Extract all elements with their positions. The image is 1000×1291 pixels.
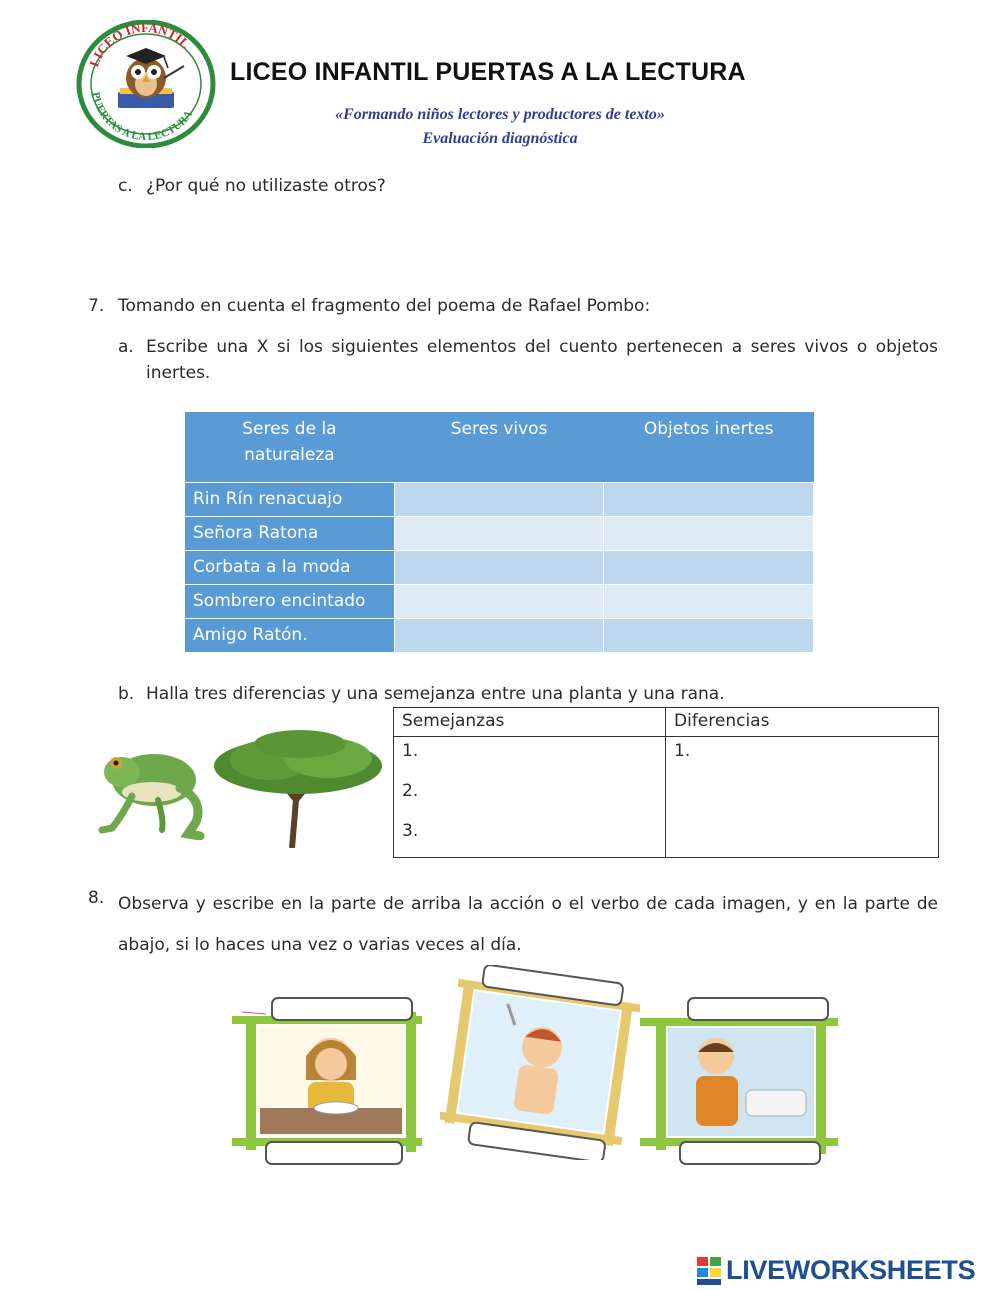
question-7b-marker: b. bbox=[118, 684, 135, 704]
row-label: Amigo Ratón. bbox=[185, 618, 395, 652]
table-row bbox=[185, 516, 814, 550]
answer-cell-objetos-inertes[interactable] bbox=[604, 584, 814, 618]
header-semejanzas: Semejanzas bbox=[394, 708, 666, 737]
answer-cell-objetos-inertes[interactable] bbox=[604, 516, 814, 550]
classification-table bbox=[184, 412, 814, 653]
question-7-text: Tomando en cuenta el fragmento del poema de Rafael Pombo: bbox=[118, 296, 651, 316]
question-8-number: 8. bbox=[88, 888, 105, 908]
list-item-number: 1. bbox=[402, 741, 419, 761]
tree-image bbox=[210, 730, 385, 848]
school-motto: «Formando niños lectores y productores de texto» bbox=[335, 106, 665, 123]
logo-top-text: LICEO INFANTIL bbox=[86, 20, 193, 69]
table-row bbox=[185, 482, 814, 516]
row-label: Rin Rín renacuajo bbox=[185, 482, 395, 516]
liveworksheets-brand[interactable]: LIVEWORKSHEETS bbox=[726, 1255, 976, 1285]
semejanzas-cell[interactable] bbox=[394, 737, 666, 858]
question-7a-marker: a. bbox=[118, 337, 134, 357]
header-diferencias: Diferencias bbox=[666, 708, 939, 737]
diferencias-cell[interactable] bbox=[666, 737, 939, 858]
frog-image bbox=[92, 730, 212, 840]
showering-picture-frame bbox=[440, 965, 640, 1160]
answer-cell-objetos-inertes[interactable] bbox=[604, 550, 814, 584]
row-label: Sombrero encintado bbox=[185, 584, 395, 618]
header-objetos-inertes: Objetos inertes bbox=[604, 412, 814, 482]
question-c-marker: c. bbox=[118, 176, 133, 196]
question-7b-text: Halla tres diferencias y una semejanza entre una planta y una rana. bbox=[146, 684, 725, 704]
list-item-number: 3. bbox=[402, 821, 419, 841]
table-row bbox=[185, 584, 814, 618]
table-row bbox=[185, 550, 814, 584]
answer-cell-seres-vivos[interactable] bbox=[394, 482, 604, 516]
row-label: Señora Ratona bbox=[185, 516, 395, 550]
header-seres-vivos: Seres vivos bbox=[394, 412, 604, 482]
answer-cell-seres-vivos[interactable] bbox=[394, 618, 604, 652]
question-8-text: Observa y escribe en la parte de arriba la acción o el verbo de cada imagen, y en la parte de abajo, si lo haces una vez o varias veces al día. bbox=[118, 894, 938, 955]
answer-cell-objetos-inertes[interactable] bbox=[604, 482, 814, 516]
comparison-table bbox=[393, 707, 939, 858]
school-name: LICEO INFANTIL PUERTAS A LA LECTURA bbox=[230, 58, 746, 86]
school-logo bbox=[76, 20, 216, 148]
washing-hands-picture-frame bbox=[636, 990, 844, 1170]
list-item-number: 2. bbox=[402, 781, 419, 801]
answer-cell-objetos-inertes[interactable] bbox=[604, 618, 814, 652]
answer-cell-seres-vivos[interactable] bbox=[394, 550, 604, 584]
table-row bbox=[185, 618, 814, 652]
question-7-number: 7. bbox=[88, 296, 105, 316]
row-label: Corbata a la moda bbox=[185, 550, 395, 584]
eating-picture-frame bbox=[226, 990, 426, 1170]
answer-cell-seres-vivos[interactable] bbox=[394, 516, 604, 550]
liveworksheets-logo-icon bbox=[697, 1255, 723, 1287]
question-c-text: ¿Por qué no utilizaste otros? bbox=[146, 176, 386, 196]
answer-cell-seres-vivos[interactable] bbox=[394, 584, 604, 618]
document-subtitle: Evaluación diagnóstica bbox=[422, 130, 578, 147]
logo-bottom-text: PUERTAS A LA LECTURA bbox=[89, 91, 196, 144]
header-seres-naturaleza: Seres de la naturaleza bbox=[185, 412, 395, 482]
question-7a-text: Escribe una X si los siguientes elementos del cuento pertenecen a seres vivos o objetos inertes. bbox=[146, 337, 938, 383]
list-item-number: 1. bbox=[674, 741, 691, 761]
